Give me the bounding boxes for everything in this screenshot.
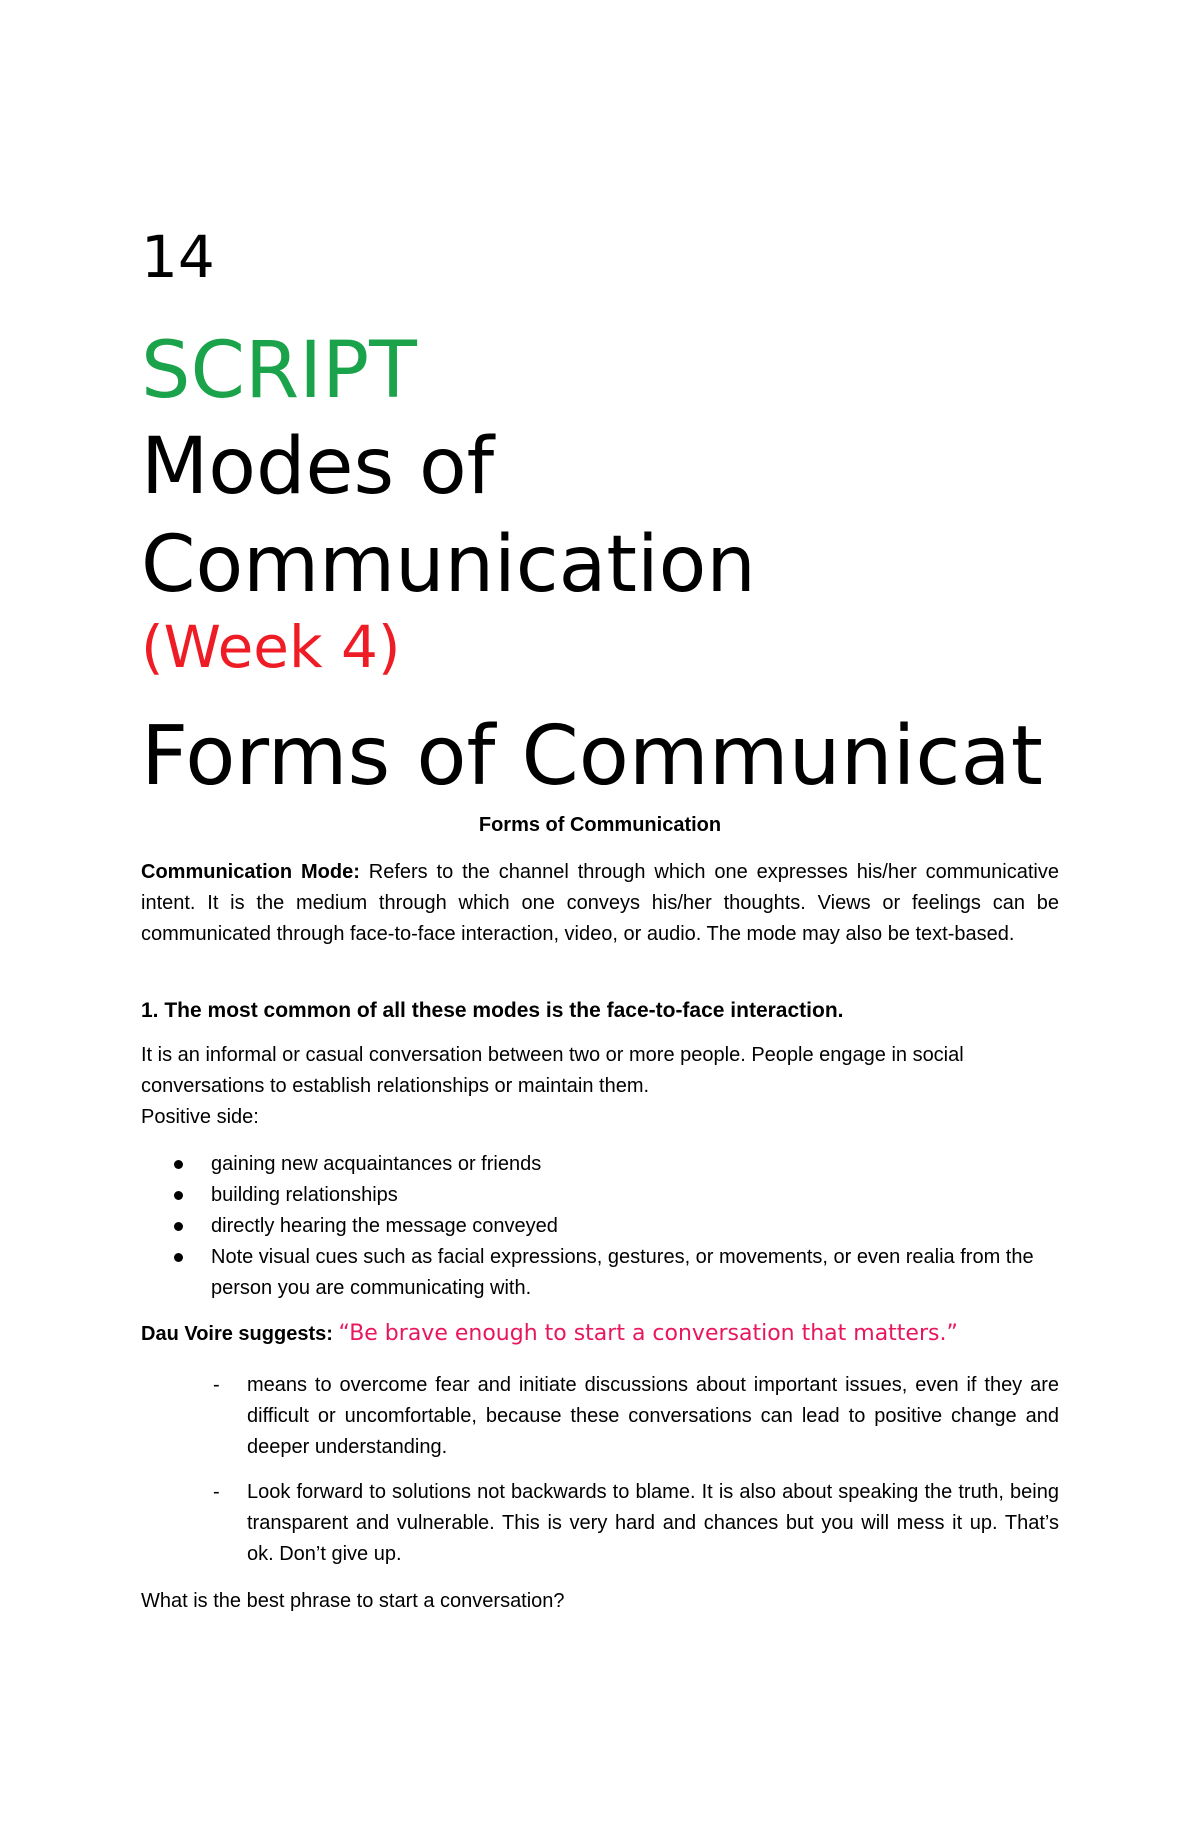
- communication-mode-term: Communication Mode:: [141, 861, 360, 883]
- communication-mode-paragraph: [141, 857, 1059, 950]
- dash-list-item: [141, 1370, 1059, 1463]
- bullet-icon: [174, 1160, 183, 1169]
- title-line-2: Communication: [141, 520, 756, 610]
- list-item: [141, 1149, 1059, 1180]
- positive-side-label: Positive side:: [141, 1106, 259, 1128]
- list-item-text: building relationships: [211, 1184, 398, 1206]
- closing-question: What is the best phrase to start a conversation?: [141, 1590, 565, 1612]
- page-number: 14: [141, 223, 215, 291]
- list-item-text: Note visual cues such as facial expressions, gestures, or movements, or even realia from the person you are communicating with.: [211, 1246, 1034, 1299]
- bullet-icon: [174, 1253, 183, 1262]
- list-item-text: gaining new acquaintances or friends: [211, 1153, 542, 1175]
- list-item-text: directly hearing the message conveyed: [211, 1215, 558, 1237]
- dash-marker: -: [213, 1374, 220, 1396]
- script-label: SCRIPT: [141, 326, 417, 416]
- dash-item-text: Look forward to solutions not backwards to blame. It is also about speaking the truth, being transparent and vulnerable. This is very hard and chances but you will mess it up. That’s ok. Don’t give up.: [247, 1481, 1059, 1565]
- dau-voire-suggestion: [141, 1318, 1059, 1350]
- dau-voire-quote: “Be brave enough to start a conversation that matters.”: [338, 1321, 958, 1346]
- list-item: [141, 1180, 1059, 1211]
- dash-list-item: [141, 1477, 1059, 1570]
- title-line-1: Modes of: [141, 422, 495, 512]
- bullet-icon: [174, 1222, 183, 1231]
- social-conversation-paragraph: It is an informal or casual conversation between two or more people. People engage in social conversations to establish relationships or maintain them.: [141, 1044, 964, 1097]
- dash-item-text: means to overcome fear and initiate discussions about important issues, even if they are difficult or uncomfortable, because these conversations can lead to positive change and deeper understanding.: [247, 1374, 1059, 1458]
- forms-large-heading: Forms of Communicat: [141, 709, 1043, 804]
- list-item: [141, 1242, 1059, 1304]
- point-1-heading: 1. The most common of all these modes is the face-to-face interaction.: [141, 999, 844, 1022]
- communication-mode-definition: Refers to the channel through which one expresses his/her communicative intent. It is the medium through which one conveys his/her thoughts. Views or feelings can be communicated through face-to-face interaction, video, or audio. The mode may also be text-based.: [141, 861, 1059, 945]
- forms-of-communication-heading: Forms of Communication: [478, 814, 722, 836]
- dash-marker: -: [213, 1481, 220, 1503]
- dau-voire-label: Dau Voire suggests:: [141, 1323, 333, 1345]
- positive-side-list: [141, 1149, 1059, 1304]
- week-label: (Week 4): [141, 613, 401, 681]
- list-item: [141, 1211, 1059, 1242]
- bullet-icon: [174, 1191, 183, 1200]
